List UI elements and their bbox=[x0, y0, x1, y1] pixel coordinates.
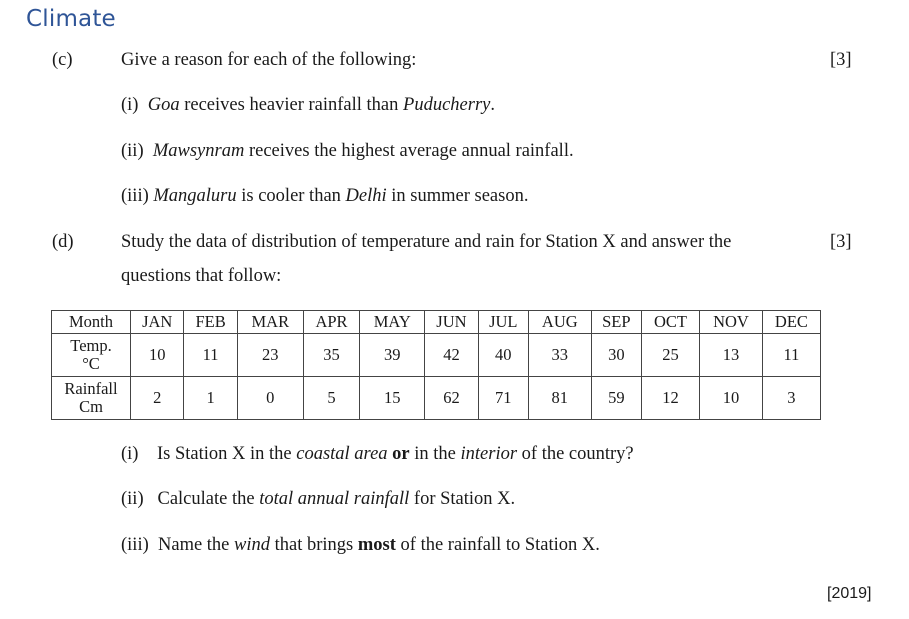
month-cell: FEB bbox=[184, 311, 237, 334]
emphasis-or: or bbox=[392, 444, 410, 464]
temp-cell: 33 bbox=[528, 334, 591, 377]
temp-unit: °C bbox=[82, 354, 100, 373]
table-row-month bbox=[52, 311, 821, 334]
rain-cell: 62 bbox=[425, 377, 478, 420]
question-text-end: for Station X. bbox=[409, 489, 516, 509]
month-cell: JUN bbox=[425, 311, 478, 334]
rain-cell: 81 bbox=[528, 377, 591, 420]
part-d-question-3 bbox=[121, 535, 600, 556]
section-heading: Climate bbox=[26, 6, 116, 32]
temp-cell: 30 bbox=[591, 334, 641, 377]
question-text: Name the bbox=[158, 535, 235, 555]
temp-cell: 11 bbox=[184, 334, 237, 377]
question-number: (i) bbox=[121, 444, 139, 464]
temp-cell: 39 bbox=[360, 334, 425, 377]
month-cell: APR bbox=[303, 311, 360, 334]
row-header-rainfall bbox=[52, 377, 131, 420]
temp-cell: 13 bbox=[700, 334, 763, 377]
emphasis-most: most bbox=[357, 535, 396, 555]
term-wind: wind bbox=[234, 535, 271, 555]
rain-unit: Cm bbox=[79, 397, 103, 416]
rain-label: Rainfall bbox=[64, 379, 118, 398]
temp-cell: 10 bbox=[131, 334, 184, 377]
row-header-month: Month bbox=[52, 311, 131, 334]
part-d-prompt-line2: questions that follow: bbox=[121, 266, 282, 286]
temp-cell: 35 bbox=[303, 334, 360, 377]
rain-cell: 59 bbox=[591, 377, 641, 420]
item-text-end: in summer season. bbox=[386, 186, 529, 206]
part-c-marks: [3] bbox=[830, 50, 852, 70]
item-text-end: . bbox=[490, 95, 495, 115]
temp-cell: 40 bbox=[478, 334, 528, 377]
part-c-label: (c) bbox=[52, 50, 73, 70]
part-d-prompt-line1: Study the data of distribution of temperature and rain for Station X and answer the bbox=[121, 232, 732, 252]
rain-cell: 2 bbox=[131, 377, 184, 420]
question-text-end: of the rainfall to Station X. bbox=[395, 535, 600, 555]
rain-cell: 5 bbox=[303, 377, 360, 420]
rain-cell: 12 bbox=[641, 377, 699, 420]
table-row-temperature bbox=[52, 334, 821, 377]
item-number: (ii) bbox=[121, 141, 144, 161]
question-number: (iii) bbox=[121, 535, 149, 555]
part-c-item-2 bbox=[121, 141, 574, 162]
station-data-table bbox=[51, 310, 821, 420]
rain-cell: 3 bbox=[762, 377, 820, 420]
question-text: in the bbox=[409, 444, 461, 464]
term-coastal-area: coastal area bbox=[296, 444, 388, 464]
question-text: Calculate the bbox=[157, 489, 260, 509]
item-text: is cooler than bbox=[236, 186, 346, 206]
item-text: receives heavier rainfall than bbox=[179, 95, 404, 115]
part-c-item-3 bbox=[121, 186, 528, 207]
rain-cell: 1 bbox=[184, 377, 237, 420]
rain-cell: 15 bbox=[360, 377, 425, 420]
part-d-marks: [3] bbox=[830, 232, 852, 252]
place-puducherry: Puducherry bbox=[403, 95, 491, 115]
part-d-question-2 bbox=[121, 489, 515, 510]
temp-cell: 42 bbox=[425, 334, 478, 377]
row-header-temperature bbox=[52, 334, 131, 377]
question-text-end: of the country? bbox=[517, 444, 634, 464]
item-number: (iii) bbox=[121, 186, 149, 206]
term-interior: interior bbox=[460, 444, 518, 464]
place-mangaluru: Mangaluru bbox=[153, 186, 237, 206]
month-cell: OCT bbox=[641, 311, 699, 334]
month-cell: MAR bbox=[237, 311, 303, 334]
month-cell: JAN bbox=[131, 311, 184, 334]
question-text: that brings bbox=[270, 535, 358, 555]
temp-label: Temp. bbox=[70, 336, 112, 355]
part-d-label: (d) bbox=[52, 232, 74, 252]
place-goa: Goa bbox=[147, 95, 180, 115]
place-delhi: Delhi bbox=[345, 186, 387, 206]
temp-cell: 11 bbox=[762, 334, 820, 377]
month-cell: JUL bbox=[478, 311, 528, 334]
part-c-prompt: Give a reason for each of the following: bbox=[121, 50, 417, 70]
month-cell: MAY bbox=[360, 311, 425, 334]
month-cell: SEP bbox=[591, 311, 641, 334]
temp-cell: 23 bbox=[237, 334, 303, 377]
rain-cell: 0 bbox=[237, 377, 303, 420]
month-cell: DEC bbox=[762, 311, 820, 334]
question-number: (ii) bbox=[121, 489, 144, 509]
term-total-annual-rainfall: total annual rainfall bbox=[259, 489, 410, 509]
rain-cell: 71 bbox=[478, 377, 528, 420]
part-d-question-1 bbox=[121, 444, 634, 465]
part-c-item-1 bbox=[121, 95, 495, 116]
item-text: receives the highest average annual rainfall. bbox=[244, 141, 574, 161]
temp-cell: 25 bbox=[641, 334, 699, 377]
item-number: (i) bbox=[121, 95, 139, 115]
month-cell: AUG bbox=[528, 311, 591, 334]
table-row-rainfall bbox=[52, 377, 821, 420]
month-cell: NOV bbox=[700, 311, 763, 334]
place-mawsynram: Mawsynram bbox=[152, 141, 245, 161]
rain-cell: 10 bbox=[700, 377, 763, 420]
year-tag: [2019] bbox=[827, 585, 872, 602]
question-text: Is Station X in the bbox=[156, 444, 297, 464]
